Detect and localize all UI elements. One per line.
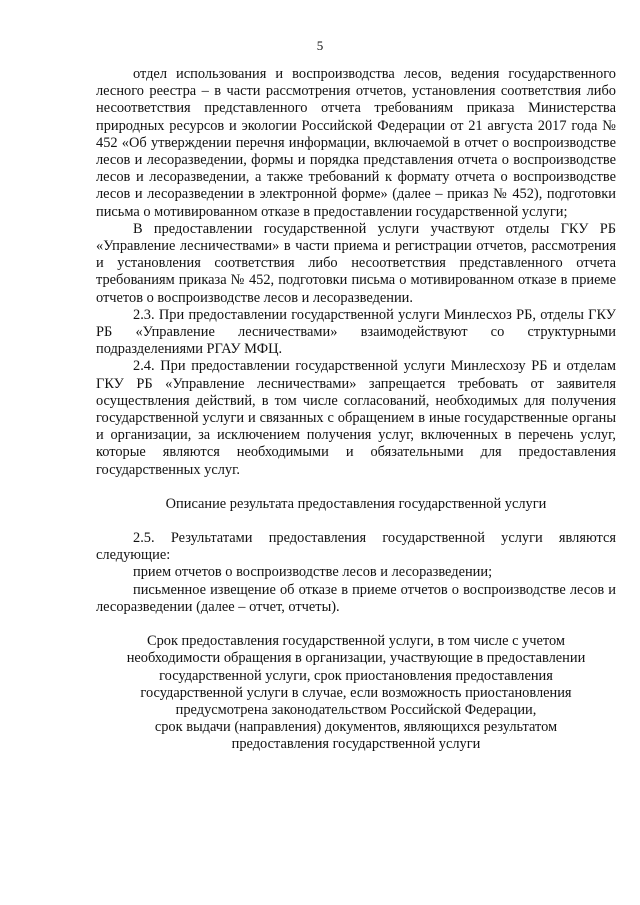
- list-item-written-refusal-notice: письменное извещение об отказе в приеме отчетов о воспроизводстве лесов и лесоразведении (далее – отчет, отчеты).: [96, 581, 616, 615]
- paragraph-2-3: 2.3. При предоставлении государственной услуги Минлесхоз РБ, отделы ГКУ РБ «Управление лесничествами» взаимодействуют со структурными подразделениями РГАУ МФЦ.: [96, 306, 616, 358]
- paragraph-2-5: 2.5. Результатами предоставления государственной услуги являются следующие:: [96, 530, 616, 564]
- page-number: 5: [316, 38, 324, 53]
- section-heading-result-description: Описание результата предоставления государственной услуги: [165, 495, 547, 512]
- spacer: [96, 616, 616, 633]
- paragraph-forest-reproduction-department: отдел использования и воспроизводства лесов, ведения государственного лесного реестра – в части рассмотрения отчетов, установления соответствия либо несоответствия представленного отчета требованиям приказа Министерства природных ресурсов и экологии Российской Федерации от 21 августа 2017 года № 452 «Об утверждении перечня информации, включаемой в отчет о воспроизводстве лесов и лесоразведении, формы и порядка представления отчета о воспроизводстве лесов и лесоразведении, а также требований к формату отчета о воспроизводстве лесов и лесоразведении в электронной форме» (далее – приказ № 452), подготовки письма о мотивированном отказе в предоставлении государственной услуги;: [96, 66, 616, 220]
- heading-line: предоставления государственной услуги: [231, 736, 481, 753]
- spacer: [96, 513, 616, 530]
- heading-line: Срок предоставления государственной услуги, в том числе с учетом: [146, 633, 566, 650]
- heading-line: предусмотрена законодательством Российской Федерации,: [175, 701, 537, 718]
- heading-line: государственной услуги в случае, если возможность приостановления: [140, 684, 572, 701]
- paragraph-participating-departments: В предоставлении государственной услуги участвуют отделы ГКУ РБ «Управление лесничествами» в части приема и регистрации отчетов, рассмотрения и установления соответствия либо несоответствия представленного отчета требованиям приказа № 452, подготовки письма о мотивированном отказе в приеме отчетов о воспроизводстве лесов и лесоразведении.: [96, 220, 616, 306]
- heading-line: государственной услуги, срок приостановления предоставления: [159, 667, 553, 684]
- list-item-report-acceptance: прием отчетов о воспроизводстве лесов и лесоразведении;: [133, 564, 493, 581]
- document-body: [96, 66, 616, 754]
- paragraph-2-4: 2.4. При предоставлении государственной услуги Минлесхозу РБ и отделам ГКУ РБ «Управление лесничествами» запрещается требовать от заявителя осуществления действий, в том числе согласований, необходимых для получения государственной услуги и связанных с обращением в иные государственные органы и организации, за исключением получения услуг, включенных в перечень услуг, которые являются необходимыми и обязательными для предоставления государственных услуг.: [96, 358, 616, 478]
- section-heading-service-term: [96, 633, 616, 753]
- spacer: [96, 479, 616, 496]
- heading-line: срок выдачи (направления) документов, являющихся результатом: [154, 719, 558, 736]
- heading-line: необходимости обращения в организации, участвующие в предоставлении: [126, 650, 586, 667]
